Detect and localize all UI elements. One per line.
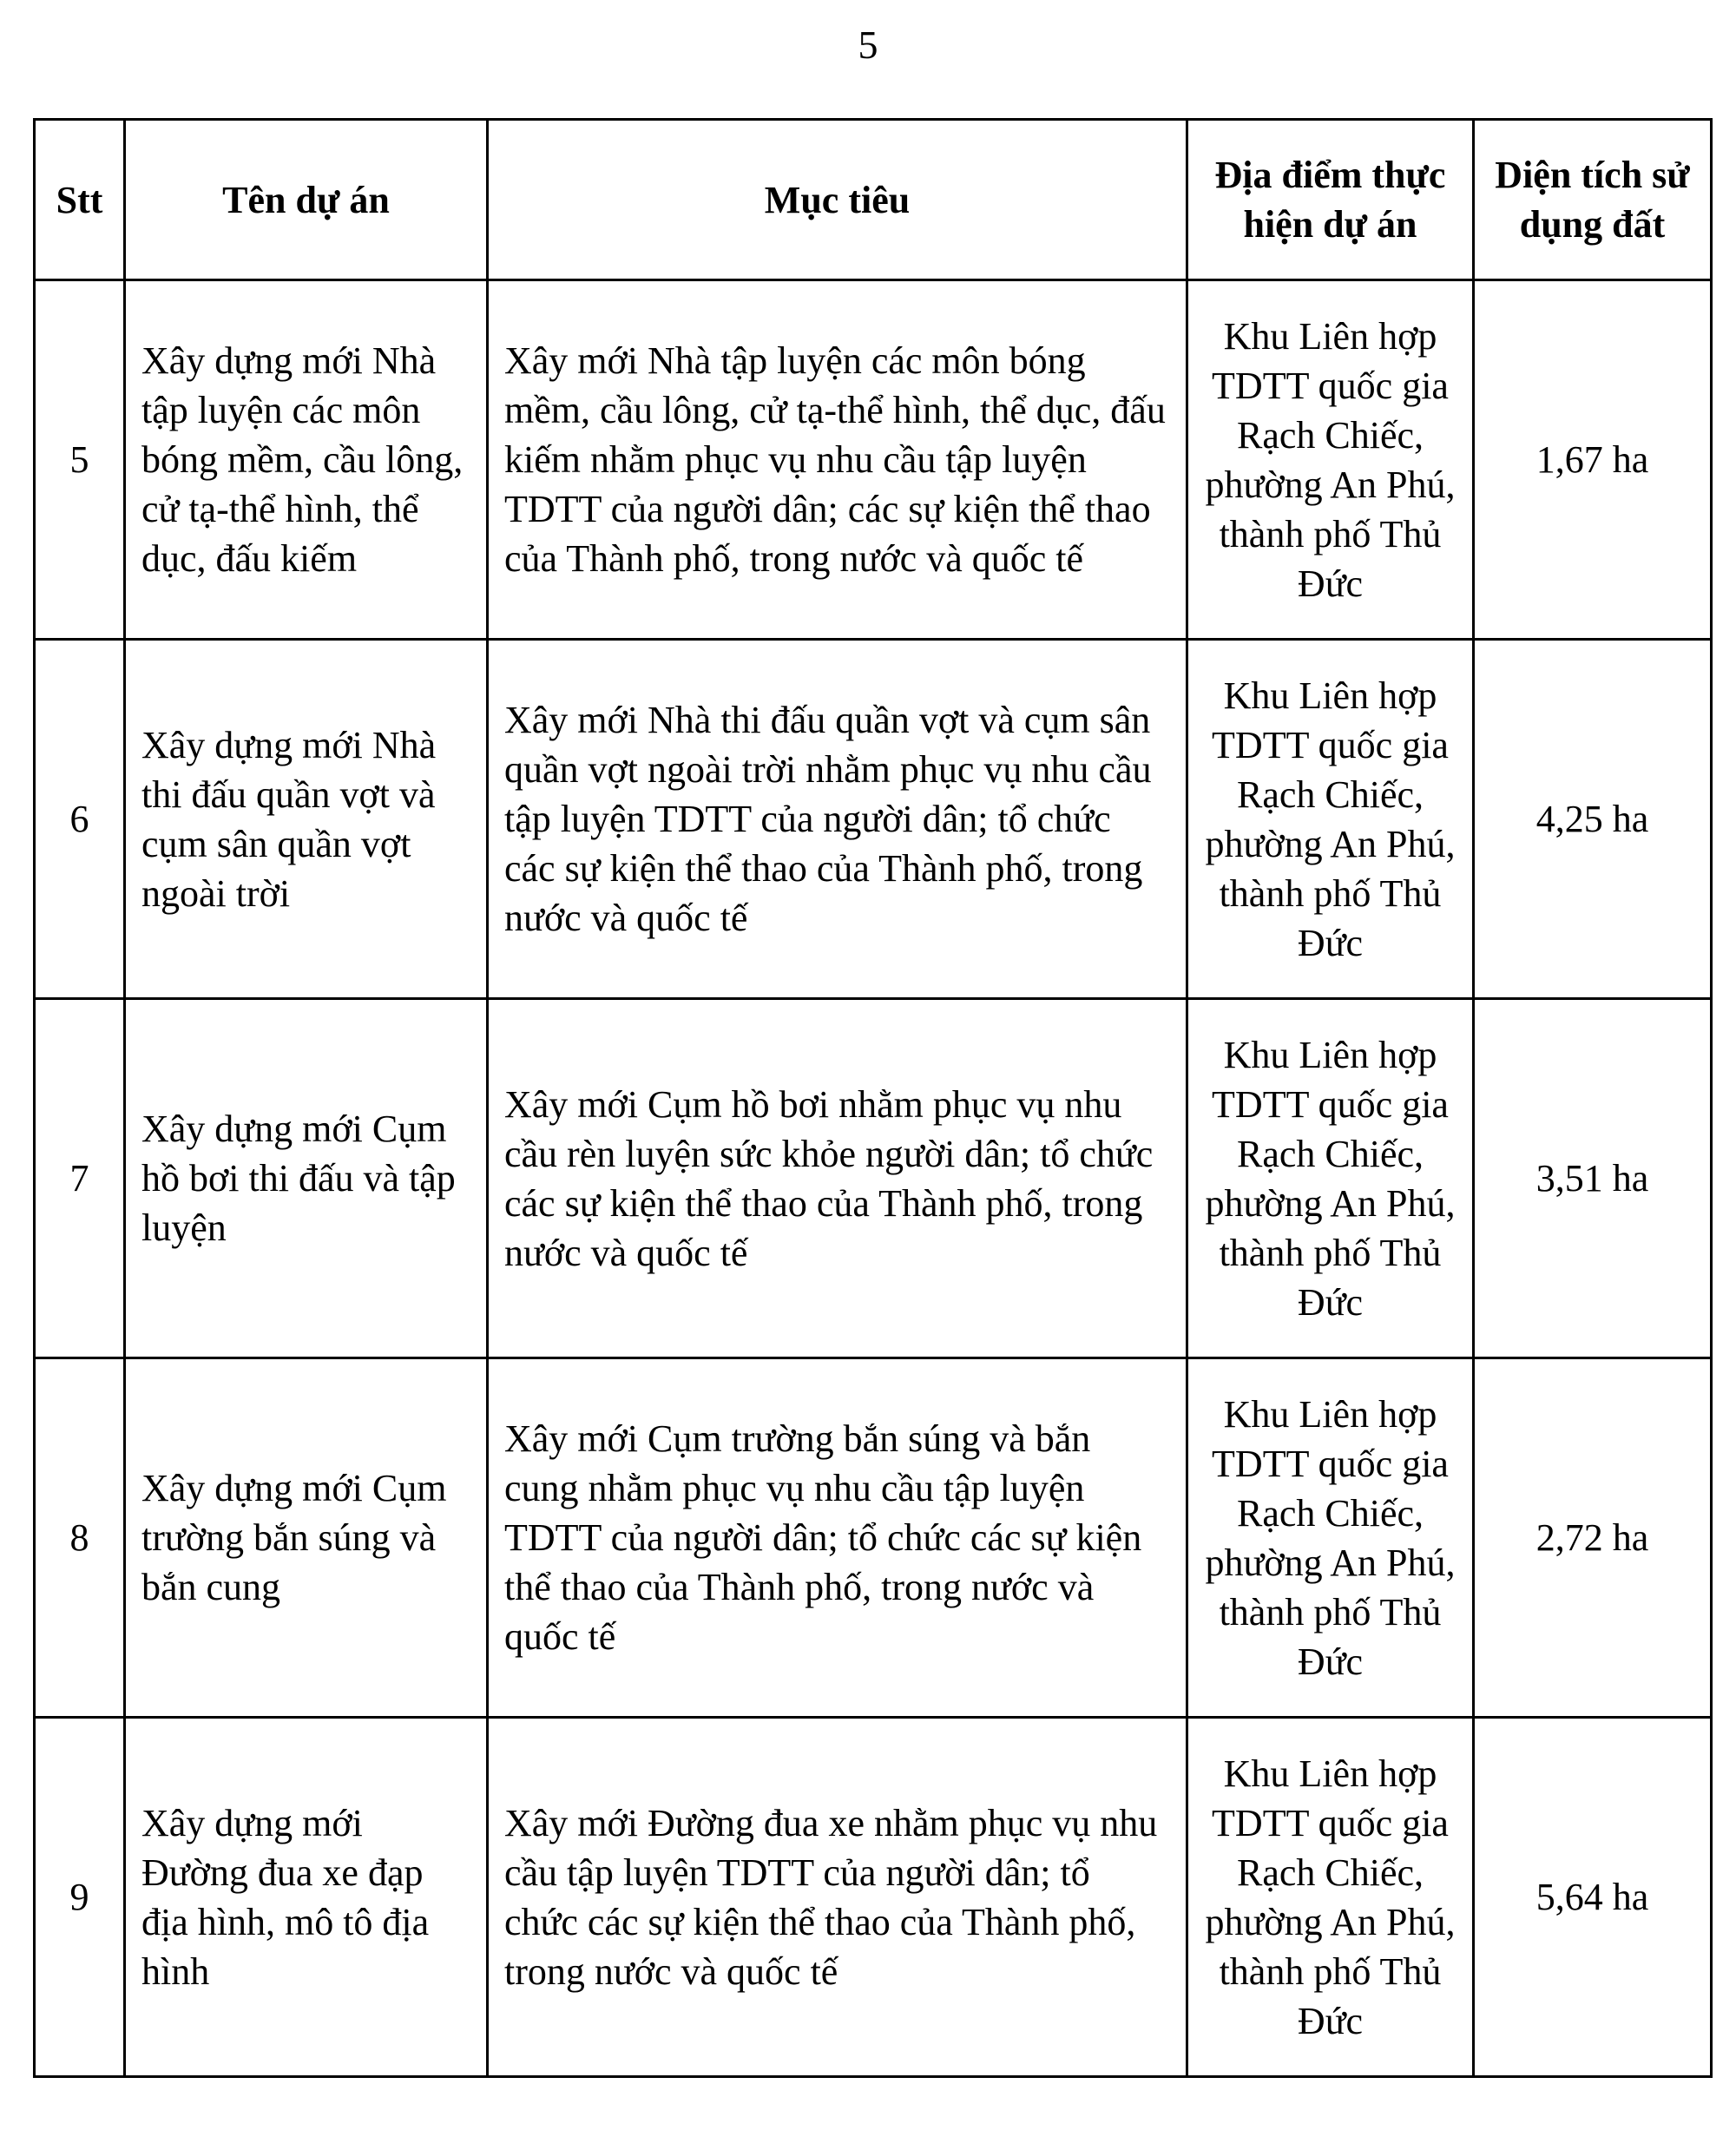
cell-stt: 9 — [35, 1718, 125, 2077]
cell-goal: Xây mới Cụm hồ bơi nhằm phục vụ nhu cầu rèn luyện sức khỏe người dân; tổ chức các sự kiện thể thao của Thành phố, trong nước và quốc tế — [488, 999, 1187, 1358]
header-project-name: Tên dự án — [125, 120, 488, 280]
cell-goal: Xây mới Nhà thi đấu quần vợt và cụm sân quần vợt ngoài trời nhằm phục vụ nhu cầu tập luyện TDTT của người dân; tổ chức các sự kiện thể thao của Thành phố, trong nước và quốc tế — [488, 640, 1187, 999]
table-row — [35, 1718, 1712, 2077]
cell-land-area: 2,72 ha — [1474, 1358, 1712, 1718]
projects-table — [33, 118, 1713, 2078]
cell-land-area: 4,25 ha — [1474, 640, 1712, 999]
header-location: Địa điểm thực hiện dự án — [1187, 120, 1474, 280]
cell-location: Khu Liên hợp TDTT quốc gia Rạch Chiếc, phường An Phú, thành phố Thủ Đức — [1187, 640, 1474, 999]
table-row — [35, 640, 1712, 999]
cell-stt: 7 — [35, 999, 125, 1358]
cell-goal: Xây mới Đường đua xe nhằm phục vụ nhu cầu tập luyện TDTT của người dân; tổ chức các sự kiện thể thao của Thành phố, trong nước và quốc tế — [488, 1718, 1187, 2077]
table-header-row — [35, 120, 1712, 280]
table-row — [35, 999, 1712, 1358]
cell-stt: 5 — [35, 280, 125, 640]
cell-location: Khu Liên hợp TDTT quốc gia Rạch Chiếc, phường An Phú, thành phố Thủ Đức — [1187, 1718, 1474, 2077]
cell-project-name: Xây dựng mới Cụm trường bắn súng và bắn cung — [125, 1358, 488, 1718]
cell-stt: 8 — [35, 1358, 125, 1718]
cell-stt: 6 — [35, 640, 125, 999]
cell-land-area: 5,64 ha — [1474, 1718, 1712, 2077]
cell-goal: Xây mới Cụm trường bắn súng và bắn cung nhằm phục vụ nhu cầu tập luyện TDTT của người dân; tổ chức các sự kiện thể thao của Thành phố, trong nước và quốc tế — [488, 1358, 1187, 1718]
cell-location: Khu Liên hợp TDTT quốc gia Rạch Chiếc, phường An Phú, thành phố Thủ Đức — [1187, 280, 1474, 640]
header-stt: Stt — [35, 120, 125, 280]
cell-project-name: Xây dựng mới Đường đua xe đạp địa hình, mô tô địa hình — [125, 1718, 488, 2077]
table-row — [35, 280, 1712, 640]
cell-land-area: 1,67 ha — [1474, 280, 1712, 640]
header-goal: Mục tiêu — [488, 120, 1187, 280]
cell-location: Khu Liên hợp TDTT quốc gia Rạch Chiếc, phường An Phú, thành phố Thủ Đức — [1187, 999, 1474, 1358]
cell-land-area: 3,51 ha — [1474, 999, 1712, 1358]
page-number: 5 — [858, 23, 878, 67]
table-row — [35, 1358, 1712, 1718]
cell-project-name: Xây dựng mới Nhà tập luyện các môn bóng mềm, cầu lông, cử tạ-thể hình, thể dục, đấu kiếm — [125, 280, 488, 640]
header-land-area: Diện tích sử dụng đất — [1474, 120, 1712, 280]
cell-project-name: Xây dựng mới Cụm hồ bơi thi đấu và tập luyện — [125, 999, 488, 1358]
cell-location: Khu Liên hợp TDTT quốc gia Rạch Chiếc, phường An Phú, thành phố Thủ Đức — [1187, 1358, 1474, 1718]
cell-project-name: Xây dựng mới Nhà thi đấu quần vợt và cụm sân quần vợt ngoài trời — [125, 640, 488, 999]
cell-goal: Xây mới Nhà tập luyện các môn bóng mềm, cầu lông, cử tạ-thể hình, thể dục, đấu kiếm nhằm phục vụ nhu cầu tập luyện TDTT của người dân; các sự kiện thể thao của Thành phố, trong nước và quốc tế — [488, 280, 1187, 640]
